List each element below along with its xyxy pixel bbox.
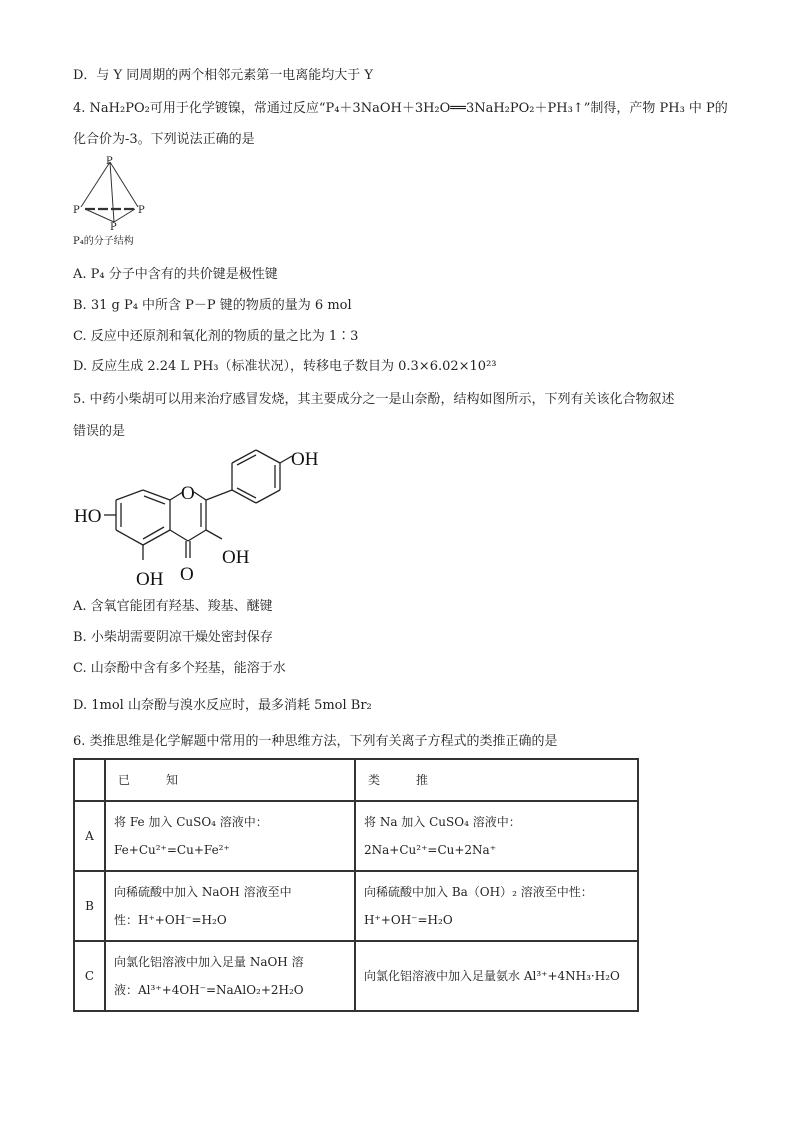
label-ho-left: HO [74,506,102,527]
p4-figure-caption: P₄的分子结构 [73,236,134,247]
q4-option-a: A. P₄ 分子中含有的共价键是极性键 [73,267,278,282]
table-header-row [74,759,638,801]
q5-stem-line1: 5. 中药小柴胡可以用来治疗感冒发烧，其主要成分之一是山奈酚，结构如图所示，下列有关该化合物叙述 [73,392,675,407]
header-analogy-cell [355,759,638,801]
row-label: B [74,871,105,941]
q4-stem-line1: 4. NaH₂PO₂可用于化学镀镍，常通过反应“P₄＋3NaOH＋3H₂O══3NaH₂PO₂＋PH₃↑”制得，产物 PH₃ 中 P的 [73,101,728,116]
q5-stem-line2: 错误的是 [73,424,126,439]
analogy-line: H⁺+OH⁻=H₂O [364,913,453,927]
p4-structure-figure [70,152,160,232]
known-line: 将 Fe 加入 CuSO₄ 溶液中： [114,815,268,829]
table-row [74,941,638,1011]
row-label: A [74,801,105,871]
label-oh-bottom: OH [136,569,164,590]
q3-option-d: D．与 Y 同周期的两个相邻元素第一电离能均大于 Y [73,68,373,83]
analogy-line: 将 Na 加入 CuSO₄ 溶液中：2Na+Cu²⁺=Cu+2Na⁺ [364,815,521,857]
table-row [74,801,638,871]
q5-option-c: C. 山奈酚中含有多个羟基，能溶于水 [73,661,286,676]
analogy-line: 向氯化铝溶液中加入足量氨水 Al³⁺+4NH₃·H₂O [364,969,620,983]
q4-option-c: C. 反应中还原剂和氧化剂的物质的量之比为 1∶3 [73,329,359,344]
p4-atom-right: P [138,205,145,216]
analogy-cell [355,871,638,941]
q5-option-d: D. 1mol 山奈酚与溴水反应时，最多消耗 5mol Br₂ [73,698,372,713]
known-line: 向氯化铝溶液中加入足量 NaOH 溶 [114,955,304,969]
known-cell [105,801,355,871]
label-o-ring: O [181,483,195,504]
table-row [74,871,638,941]
label-oh-top: OH [291,449,319,470]
p4-atom-left: P [73,205,80,216]
q4-option-b: B. 31 g P₄ 中所含 P－P 键的物质的量为 6 mol [73,298,352,313]
known-line: 液：Al³⁺+4OH⁻=NaAlO₂+2H₂O [114,983,304,997]
known-line: 性：H⁺+OH⁻=H₂O [114,913,227,927]
q6-stem: 6. 类推思维是化学解题中常用的一种思维方法，下列有关离子方程式的类推正确的是 [73,734,558,749]
row-label: C [74,941,105,1011]
q4-stem-line2: 化合价为-3。下列说法正确的是 [73,132,255,147]
analogy-table [73,758,639,1012]
known-line: 向稀硫酸中加入 NaOH 溶液至中 [114,885,292,899]
analogy-cell [355,941,638,1011]
header-blank-cell [74,759,105,801]
analogy-line: 向稀硫酸中加入 Ba（OH）₂ 溶液至中性： [364,885,593,899]
analogy-cell [355,801,638,871]
q4-option-d: D. 反应生成 2.24 L PH₃（标准状况），转移电子数目为 0.3×6.02×10²³ [73,359,497,374]
known-cell [105,871,355,941]
header-analogy: 类 推 [368,773,441,787]
label-oh-right: OH [222,547,250,568]
label-o-ketone: O [180,564,194,585]
p4-atom-top: P [106,156,113,167]
q5-option-b: B. 小柴胡需要阴凉干燥处密封保存 [73,630,273,645]
header-known-cell [105,759,355,801]
known-cell [105,941,355,1011]
header-known: 已 知 [118,773,191,787]
known-line: Fe+Cu²⁺=Cu+Fe²⁺ [114,843,230,857]
kaempferol-structure-figure [70,445,340,590]
p4-atom-bottom: P [110,222,117,232]
q5-option-a: A. 含氧官能团有羟基、羧基、醚键 [73,599,273,614]
